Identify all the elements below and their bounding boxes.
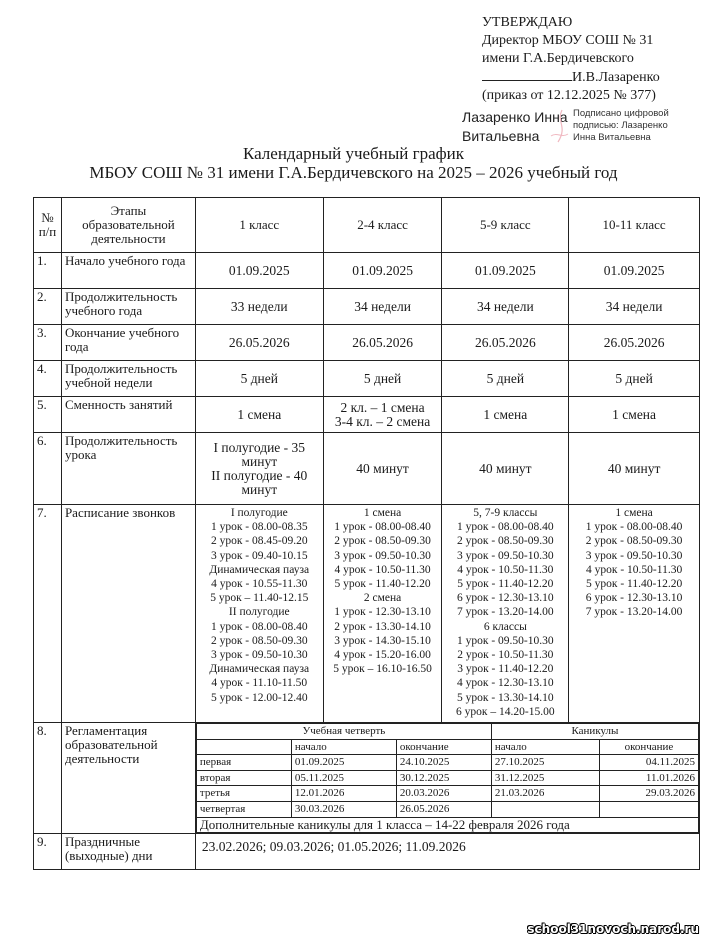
document-subtitle: МБОУ СОШ № 31 имени Г.А.Бердичевского на 2025 – 2026 учебный год: [89, 163, 618, 182]
schedule-line: 2 урок - 08.50-09.30: [334, 535, 431, 548]
schedule-line: 7 урок - 13.20-14.00: [457, 606, 554, 619]
schedule-line: 4 урок - 10.50-11.30: [334, 563, 431, 576]
row-num: 3.: [34, 325, 62, 361]
schedule-line: 6 урок - 12.30-13.10: [585, 592, 683, 605]
schedule-line: 5 урок - 13.30-14.10: [457, 691, 554, 704]
schedule-line: 7 урок - 13.20-14.00: [585, 606, 683, 619]
cell-value: 40 минут: [442, 433, 569, 505]
cell-value: 5 дней: [569, 361, 700, 397]
holiday-dates: 23.02.2026; 09.03.2026; 01.05.2026; 11.09.2026: [195, 834, 699, 870]
signature-line: [482, 68, 572, 81]
cell-value-shifts: 2 кл. – 1 смена 3-4 кл. – 2 смена: [323, 397, 442, 433]
header-grade-2-4: 2-4 класс: [323, 198, 442, 253]
cell-value: 1 смена: [442, 397, 569, 433]
schedule-line: 6 урок - 12.30-13.10: [457, 592, 554, 605]
row-stage: Расписание звонков: [61, 505, 195, 723]
cell-value: 40 минут: [569, 433, 700, 505]
schedule-line: 3 урок - 09.40-10.15: [210, 549, 308, 562]
row-num: 8.: [34, 723, 62, 834]
quarter-row: третья 12.01.2026 20.03.2026 21.03.2026 29.03.2026: [196, 786, 698, 802]
holiday-start-label: начало: [491, 739, 599, 755]
schedule-line: 4 урок - 10.50-11.30: [457, 563, 554, 576]
schedule-line: 4 урок - 15.20-16.00: [334, 649, 431, 662]
schedule-line: 4 урок - 11.10-11.50: [211, 677, 308, 690]
schedule-line: 5 урок – 11.40-12.15: [210, 592, 309, 605]
row-num: 7.: [34, 505, 62, 723]
schedule-line: 3 урок - 09.50-10.30: [457, 549, 554, 562]
quarter-start-label: начало: [291, 739, 396, 755]
schedule-line: 1 урок - 08.00-08.40: [585, 521, 683, 534]
schedule-line: 1 урок - 08.00-08.35: [210, 521, 308, 534]
header-grade-1: 1 класс: [195, 198, 323, 253]
schedule-line: 2 урок - 08.45-09.20: [210, 535, 308, 548]
schedule-grade-1: [195, 505, 323, 723]
cell-value: 34 недели: [442, 289, 569, 325]
table-row: [34, 397, 700, 433]
schedule-line: 3 урок - 14.30-15.10: [334, 634, 431, 647]
cell-value: 34 недели: [323, 289, 442, 325]
table-row-bell-schedule: [34, 505, 700, 723]
schedule-line: 1 урок - 08.00-08.40: [334, 521, 431, 534]
row-stage: Окончание учебного года: [61, 325, 195, 361]
row-num: 1.: [34, 253, 62, 289]
table-row: [34, 253, 700, 289]
schedule-line: II полугодие: [228, 606, 290, 619]
cell-value: 26.05.2026: [195, 325, 323, 361]
schedule-line: 4 урок - 12.30-13.10: [457, 677, 554, 690]
cell-value: 33 недели: [195, 289, 323, 325]
schedule-line: 3 урок - 09.50-10.30: [585, 549, 683, 562]
schedule-line: 5 урок – 16.10-16.50: [333, 663, 432, 676]
table-row: [34, 325, 700, 361]
schedule-line: 1 урок - 12.30-13.10: [334, 606, 431, 619]
cell-value: 1 смена: [195, 397, 323, 433]
schedule-line: 2 смена: [363, 592, 402, 605]
schedule-line: 3 урок - 09.50-10.30: [210, 649, 308, 662]
cell-value: 5 дней: [195, 361, 323, 397]
quarters-table: [196, 723, 699, 833]
schedule-line: 4 урок - 10.55-11.30: [211, 578, 308, 591]
table-row: [34, 361, 700, 397]
schedule-grade-5-9: [442, 505, 569, 723]
row-stage: Регламентация образовательной деятельности: [61, 723, 195, 834]
schedule-grade-10-11: [569, 505, 700, 723]
header-stage: Этапы образовательной деятельности: [61, 198, 195, 253]
cell-value-lesson-duration: I полугодие - 35 минут II полугодие - 40 минут: [195, 433, 323, 505]
approval-position: Директор МБОУ СОШ № 31: [482, 33, 654, 48]
schedule-line: 2 урок - 08.50-09.30: [457, 535, 554, 548]
row-num: 6.: [34, 433, 62, 505]
quarter-header: Учебная четверть: [196, 724, 491, 740]
schedule-line: 1 урок - 09.50-10.30: [457, 634, 554, 647]
header-grade-10-11: 10-11 класс: [569, 198, 700, 253]
signature-mark-icon: [548, 108, 570, 144]
schedule-line: 6 урок – 14.20-15.00: [456, 705, 555, 718]
approval-block: [482, 14, 660, 105]
row-num: 9.: [34, 834, 62, 870]
cell-value: 01.09.2025: [195, 253, 323, 289]
table-row-holidays: [34, 834, 700, 870]
row-num: 4.: [34, 361, 62, 397]
schedule-line: 2 урок - 08.50-09.30: [585, 535, 683, 548]
schedule-line: 2 урок - 08.50-09.30: [210, 634, 308, 647]
cell-value: 1 смена: [569, 397, 700, 433]
cell-value: 01.09.2025: [442, 253, 569, 289]
schedule-line: 4 урок - 10.50-11.30: [586, 563, 683, 576]
cell-value: 40 минут: [323, 433, 442, 505]
document-title: Календарный учебный график: [243, 144, 464, 163]
digital-signature-note: Подписано цифровой подписью: Лазаренко Инна Витальевна: [573, 108, 669, 143]
approval-school-name: имени Г.А.Бердичевского: [482, 51, 634, 66]
header-num: № п/п: [34, 198, 62, 253]
holidays-header: Каникулы: [491, 724, 698, 740]
schedule-line: 3 урок - 09.50-10.30: [334, 549, 431, 562]
schedule-line: 5 урок - 11.40-12.20: [586, 578, 683, 591]
extra-holidays-note: Дополнительные каникулы для 1 класса – 14-22 февраля 2026 года: [196, 817, 698, 833]
table-row-regulation: [34, 723, 700, 834]
approval-heading: УТВЕРЖДАЮ: [482, 15, 573, 30]
approval-order: (приказ от 12.12.2025 № 377): [482, 88, 656, 103]
schedule-line: 1 урок - 08.00-08.40: [457, 521, 554, 534]
schedule-line: 2 урок - 13.30-14.10: [334, 620, 431, 633]
schedule-line: 3 урок - 11.40-12.20: [457, 663, 554, 676]
cell-value: 26.05.2026: [442, 325, 569, 361]
quarter-end-label: окончание: [396, 739, 491, 755]
schedule-line: 1 урок - 08.00-08.40: [210, 620, 308, 633]
holiday-end-label: окончание: [599, 739, 698, 755]
quarter-row: вторая 05.11.2025 30.12.2025 31.12.2025 11.01.2026: [196, 770, 698, 786]
cell-value: 34 недели: [569, 289, 700, 325]
cell-value: 01.09.2025: [569, 253, 700, 289]
calendar-schedule-table: [33, 197, 700, 870]
quarter-row: первая 01.09.2025 24.10.2025 27.10.2025 04.11.2025: [196, 755, 698, 771]
schedule-line: 6 классы: [483, 620, 527, 633]
schedule-line: Динамическая пауза: [209, 563, 310, 576]
schedule-line: 5 урок - 11.40-12.20: [457, 578, 554, 591]
row-stage: Продолжительность учебной недели: [61, 361, 195, 397]
row-num: 5.: [34, 397, 62, 433]
cell-value: 5 дней: [442, 361, 569, 397]
schedule-grade-2-4: [323, 505, 442, 723]
cell-value: 26.05.2026: [323, 325, 442, 361]
table-header-row: [34, 198, 700, 253]
row-num: 2.: [34, 289, 62, 325]
quarter-row: четвертая 30.03.2026 26.05.2026: [196, 801, 698, 817]
schedule-line: 2 урок - 10.50-11.30: [457, 649, 554, 662]
schedule-line: 5 урок - 11.40-12.20: [334, 578, 431, 591]
schedule-line: 1 смена: [615, 507, 653, 519]
schedule-line: I полугодие: [230, 507, 288, 519]
approval-signer: И.В.Лазаренко: [482, 68, 660, 87]
schedule-line: 5 урок - 12.00-12.40: [210, 691, 308, 704]
regulation-cell: [195, 723, 699, 834]
row-stage: Праздничные (выходные) дни: [61, 834, 195, 870]
row-stage: Начало учебного года: [61, 253, 195, 289]
schedule-line: 1 смена: [363, 507, 402, 519]
row-stage: Продолжительность урока: [61, 433, 195, 505]
row-stage: Продолжительность учебного года: [61, 289, 195, 325]
row-stage: Сменность занятий: [61, 397, 195, 433]
schedule-line: 5, 7-9 классы: [473, 507, 538, 519]
cell-value: 01.09.2025: [323, 253, 442, 289]
digital-signature-name: Лазаренко Инна Витальевна: [462, 109, 568, 144]
header-grade-5-9: 5-9 класс: [442, 198, 569, 253]
table-row: [34, 433, 700, 505]
table-row: [34, 289, 700, 325]
cell-value: 26.05.2026: [569, 325, 700, 361]
cell-value: 5 дней: [323, 361, 442, 397]
site-watermark: school31novoch.narod.ru: [527, 922, 699, 936]
schedule-line: Динамическая пауза: [209, 663, 310, 676]
